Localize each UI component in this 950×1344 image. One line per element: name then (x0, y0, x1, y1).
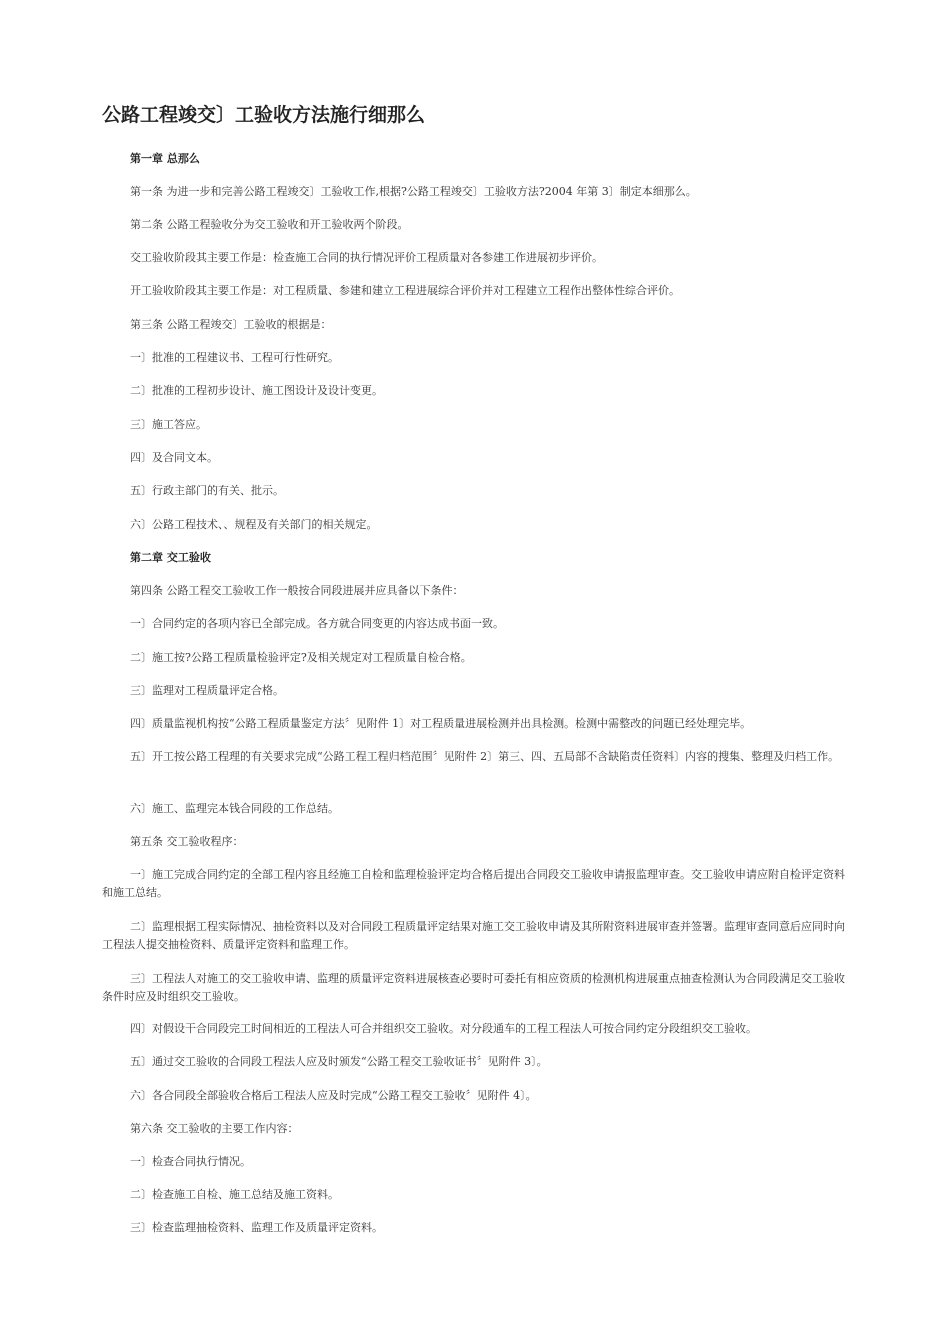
paragraph: 第五条 交工验收程序： (130, 835, 244, 848)
paragraph: 第三条 公路工程竣交〕工验收的根据是： (130, 318, 332, 331)
paragraph: 六〕各合同段全部验收合格后工程法人应及时完成“公路工程交工验收〞见附件 4〕。 (130, 1089, 537, 1102)
paragraph: 第一条 为进一步和完善公路工程竣交〕工验收工作,根据?公路工程竣交〕工验收方法?2004 年第 3〕制定本细那么。 (130, 185, 697, 198)
paragraph: 五〕通过交工验收的合同段工程法人应及时颁发“公路工程交工验收证书〞见附件 3〕。 (130, 1055, 548, 1068)
chapter-heading: 第二章 交工验收 (130, 551, 211, 564)
paragraph: 六〕施工、监理完本钱合同段的工作总结。 (130, 802, 339, 815)
paragraph: 六〕公路工程技术、、规程及有关部门的相关规定。 (130, 518, 378, 531)
chapter-heading: 第一章 总那么 (130, 152, 200, 165)
paragraph: 二〕批准的工程初步设计、施工图设计及设计变更。 (130, 384, 383, 397)
paragraph: 一〕批准的工程建议书、工程可行性研究。 (130, 351, 339, 364)
paragraph: 一〕施工完成合同约定的全部工程内容且经施工自检和监理检验评定均合格后提出合同段交工验收申请报监理审查。交工验收申请应附自检评定资料和施工总结。 (102, 868, 845, 899)
paragraph: 第四条 公路工程交工验收工作一般按合同段进展并应具备以下条件： (130, 584, 464, 597)
paragraph: 三〕施工答应。 (130, 418, 207, 431)
paragraph: 三〕工程法人对施工的交工验收申请、监理的质量评定资料进展核查必要时可委托有相应资质的检测机构进展重点抽查检测认为合同段满足交工验收条件时应及时组织交工验收。 (102, 972, 845, 1003)
paragraph: 二〕检查施工自检、施工总结及施工资料。 (130, 1188, 339, 1201)
paragraph: 四〕质量监视机构按“公路工程质量鉴定方法〞见附件 1〕对工程质量进展检测并出具检测。检测中需整改的问题已经处理完毕。 (130, 717, 752, 730)
paragraph: 第二条 公路工程验收分为交工验收和开工验收两个阶段。 (130, 218, 409, 231)
paragraph: 一〕合同约定的各项内容已全部完成。各方就合同变更的内容达成书面一致。 (130, 617, 504, 630)
paragraph: 二〕施工按?公路工程质量检验评定?及相关规定对工程质量自检合格。 (130, 651, 472, 664)
paragraph: 二〕监理根据工程实际情况、抽检资料以及对合同段工程质量评定结果对施工交工验收申请及其所附资料进展审查并签署。监理审查同意后应同时向工程法人提交抽检资料、质量评定资料和监理工作。 (102, 920, 845, 951)
document-title: 公路工程竣交〕工验收方法施行细那么 (102, 104, 426, 126)
paragraph: 开工验收阶段其主要工作是：对工程质量、参建和建立工程进展综合评价并对工程建立工程作出整体性综合评价。 (130, 284, 680, 297)
paragraph: 四〕及合同文本。 (130, 451, 218, 464)
paragraph: 三〕检查监理抽检资料、监理工作及质量评定资料。 (130, 1221, 383, 1234)
paragraph: 第六条 交工验收的主要工作内容： (130, 1122, 299, 1135)
paragraph: 五〕开工按公路工程理的有关要求完成“公路工程工程归档范围〞见附件 2〕第三、四、五局部不含缺陷责任资料〕内容的搜集、整理及归档工作。 (130, 750, 840, 763)
paragraph: 交工验收阶段其主要工作是：检查施工合同的执行情况评价工程质量对各参建工作进展初步评价。 (130, 251, 603, 264)
paragraph: 五〕行政主部门的有关、批示。 (130, 484, 284, 497)
paragraph: 三〕监理对工程质量评定合格。 (130, 684, 284, 697)
paragraph: 四〕对假设干合同段完工时间相近的工程法人可合并组织交工验收。对分段通车的工程工程法人可按合同约定分段组织交工验收。 (130, 1022, 757, 1035)
paragraph: 一〕检查合同执行情况。 (130, 1155, 251, 1168)
